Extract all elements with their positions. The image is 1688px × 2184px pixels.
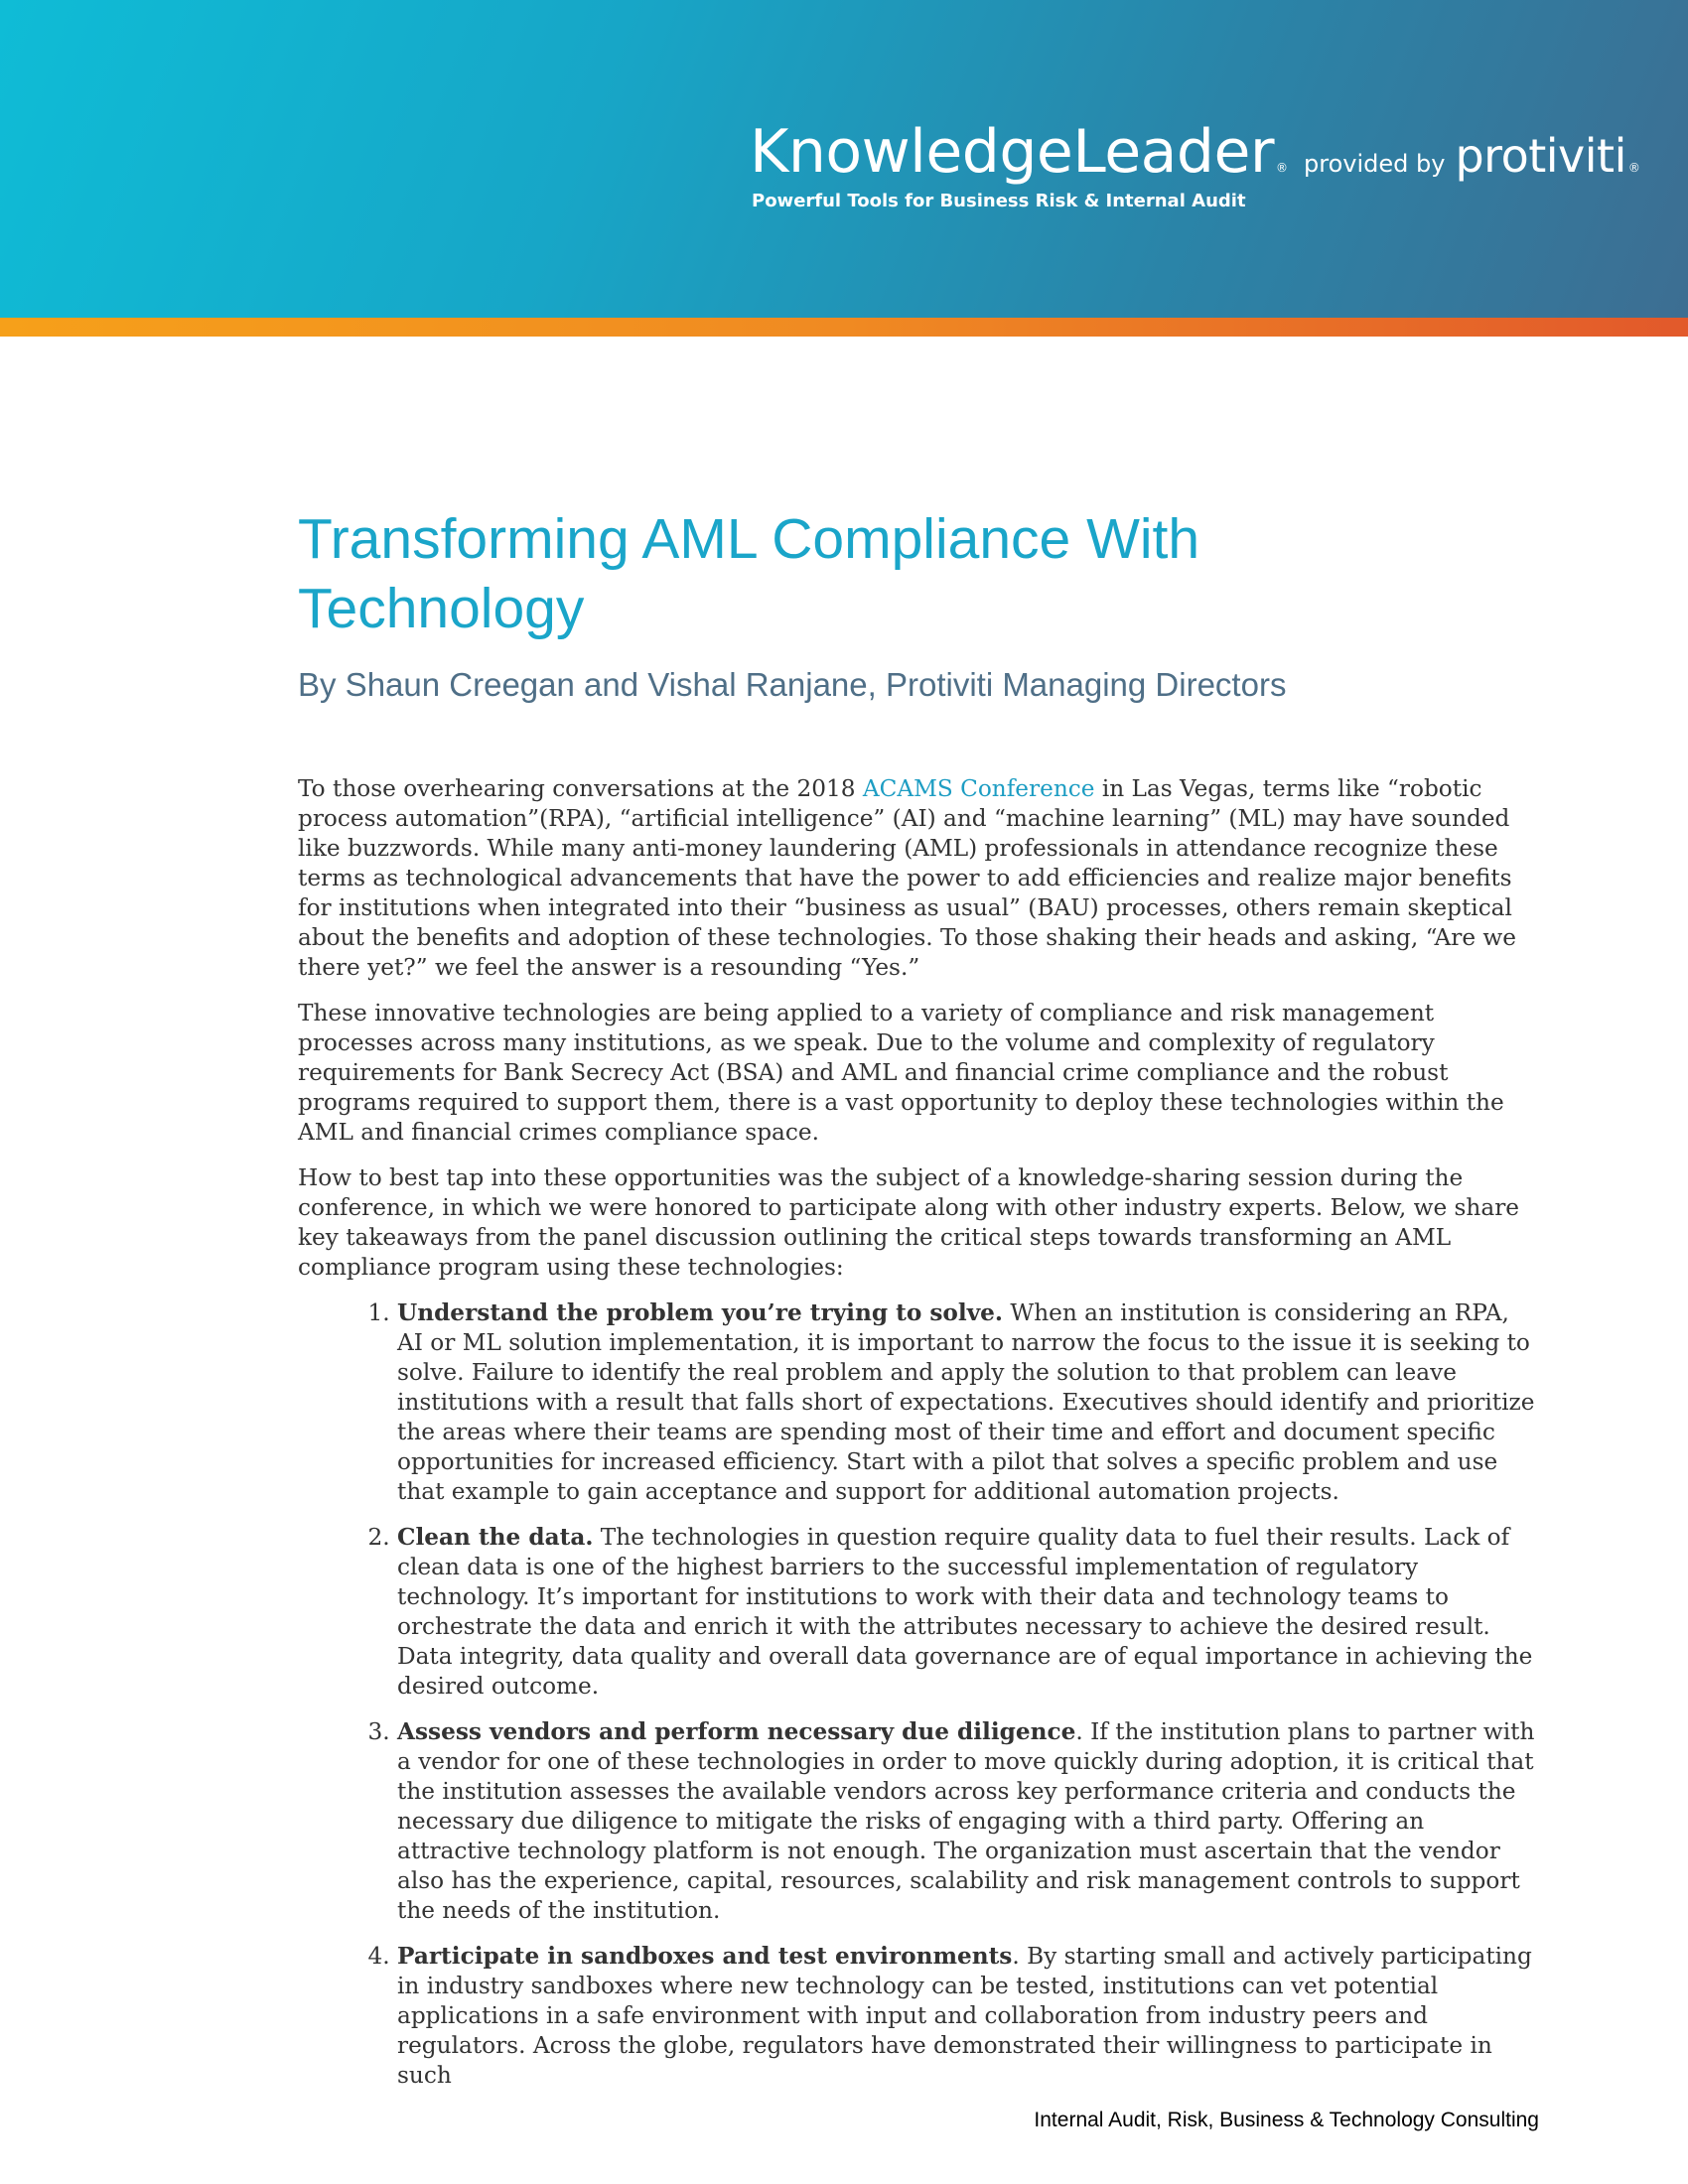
list-item: 3. Assess vendors and perform necessary due diligence. If the institution plans to partner with a vendor for one of these technologies in order to move quickly during adoption, it is critical that the institution assesses the available vendors across key performance criteria and conducts the necessary due diligence to mitigate the risks of engaging with a third party. Offering an attractive technology platform is not enough. The organization must ascertain that the vendor also has the experience, capital, resources, scalability and risk management controls to support the needs of the institution. <box>397 1717 1537 1926</box>
registered-mark: ® <box>1627 161 1640 175</box>
article-body <box>298 774 1537 2107</box>
list-item: 4. Participate in sandboxes and test environments. By starting small and actively participating in industry sandboxes where new technology can be tested, institutions can vet potential applications in a safe environment with input and collaboration from industry peers and regulators. Across the globe, regulators have demonstrated their willingness to participate in such <box>397 1942 1537 2091</box>
provided-by-text: provided by <box>1304 150 1446 178</box>
acams-conference-link[interactable]: ACAMS Conference <box>862 775 1095 802</box>
list-item: 1. Understand the problem you’re trying to solve. When an institution is considering an RPA, AI or ML solution implementation, it is important to narrow the focus to the issue it is seeking to solve. Failure to identify the real problem and apply the solution to that problem can leave institutions with a result that falls short of expectations. Executives should identify and prioritize the areas where their teams are spending most of their time and effort and document specific opportunities for increased efficiency. Start with a pilot that solves a specific problem and use that example to gain acceptance and support for additional automation projects. <box>397 1298 1537 1507</box>
paragraph-3: How to best tap into these opportunities was the subject of a knowledge-sharing session during the conference, in which we were honored to participate along with other industry experts. Below, we share key takeaways from the panel discussion outlining the critical steps towards transforming an AML compliance program using these technologies: <box>298 1164 1520 1281</box>
list-item: 2. Clean the data. The technologies in question require quality data to fuel their results. Lack of clean data is one of the highest barriers to the successful implementation of regulatory technology. It’s important for institutions to work with their data and technology teams to orchestrate the data and enrich it with the attributes necessary to achieve the desired result. Data integrity, data quality and overall data governance are of equal importance in achieving the desired outcome. <box>397 1523 1537 1702</box>
article-byline: By Shaun Creegan and Vishal Ranjane, Protiviti Managing Directors <box>298 666 1287 703</box>
header-accent-stripe <box>0 318 1688 337</box>
company-name: protiviti <box>1455 129 1626 183</box>
footer-tagline: Internal Audit, Risk, Business & Technology Consulting <box>1034 2109 1539 2131</box>
brand-name: KnowledgeLeader <box>750 117 1275 187</box>
brand-tagline: Powerful Tools for Business Risk & Internal Audit <box>752 191 1246 211</box>
steps-list <box>298 1298 1537 2091</box>
brand-logo <box>750 117 1640 211</box>
intro-paragraph: To those overhearing conversations at the 2018 ACAMS Conference in Las Vegas, terms like “robotic process automation”(RPA), “artificial intelligence” (AI) and “machine learning” (ML) may have sounded like buzzwords. While many anti-money laundering (AML) professionals in attendance recognize these terms as technological advancements that have the power to add efficiencies and realize major benefits for institutions when integrated into their “business as usual” (BAU) processes, others remain skeptical about the benefits and adoption of these technologies. To those shaking their heads and asking, “Are we there yet?” we feel the answer is a resounding “Yes.” <box>298 775 1516 981</box>
paragraph-2: These innovative technologies are being applied to a variety of compliance and risk management processes across many institutions, as we speak. Due to the volume and complexity of regulatory requirements for Bank Secrecy Act (BSA) and AML and financial crime compliance and the robust programs required to support them, there is a vast opportunity to deploy these technologies within the AML and financial crimes compliance space. <box>298 1000 1504 1146</box>
registered-mark: ® <box>1276 161 1289 175</box>
article-title: Transforming AML Compliance With Technology <box>298 507 1200 640</box>
